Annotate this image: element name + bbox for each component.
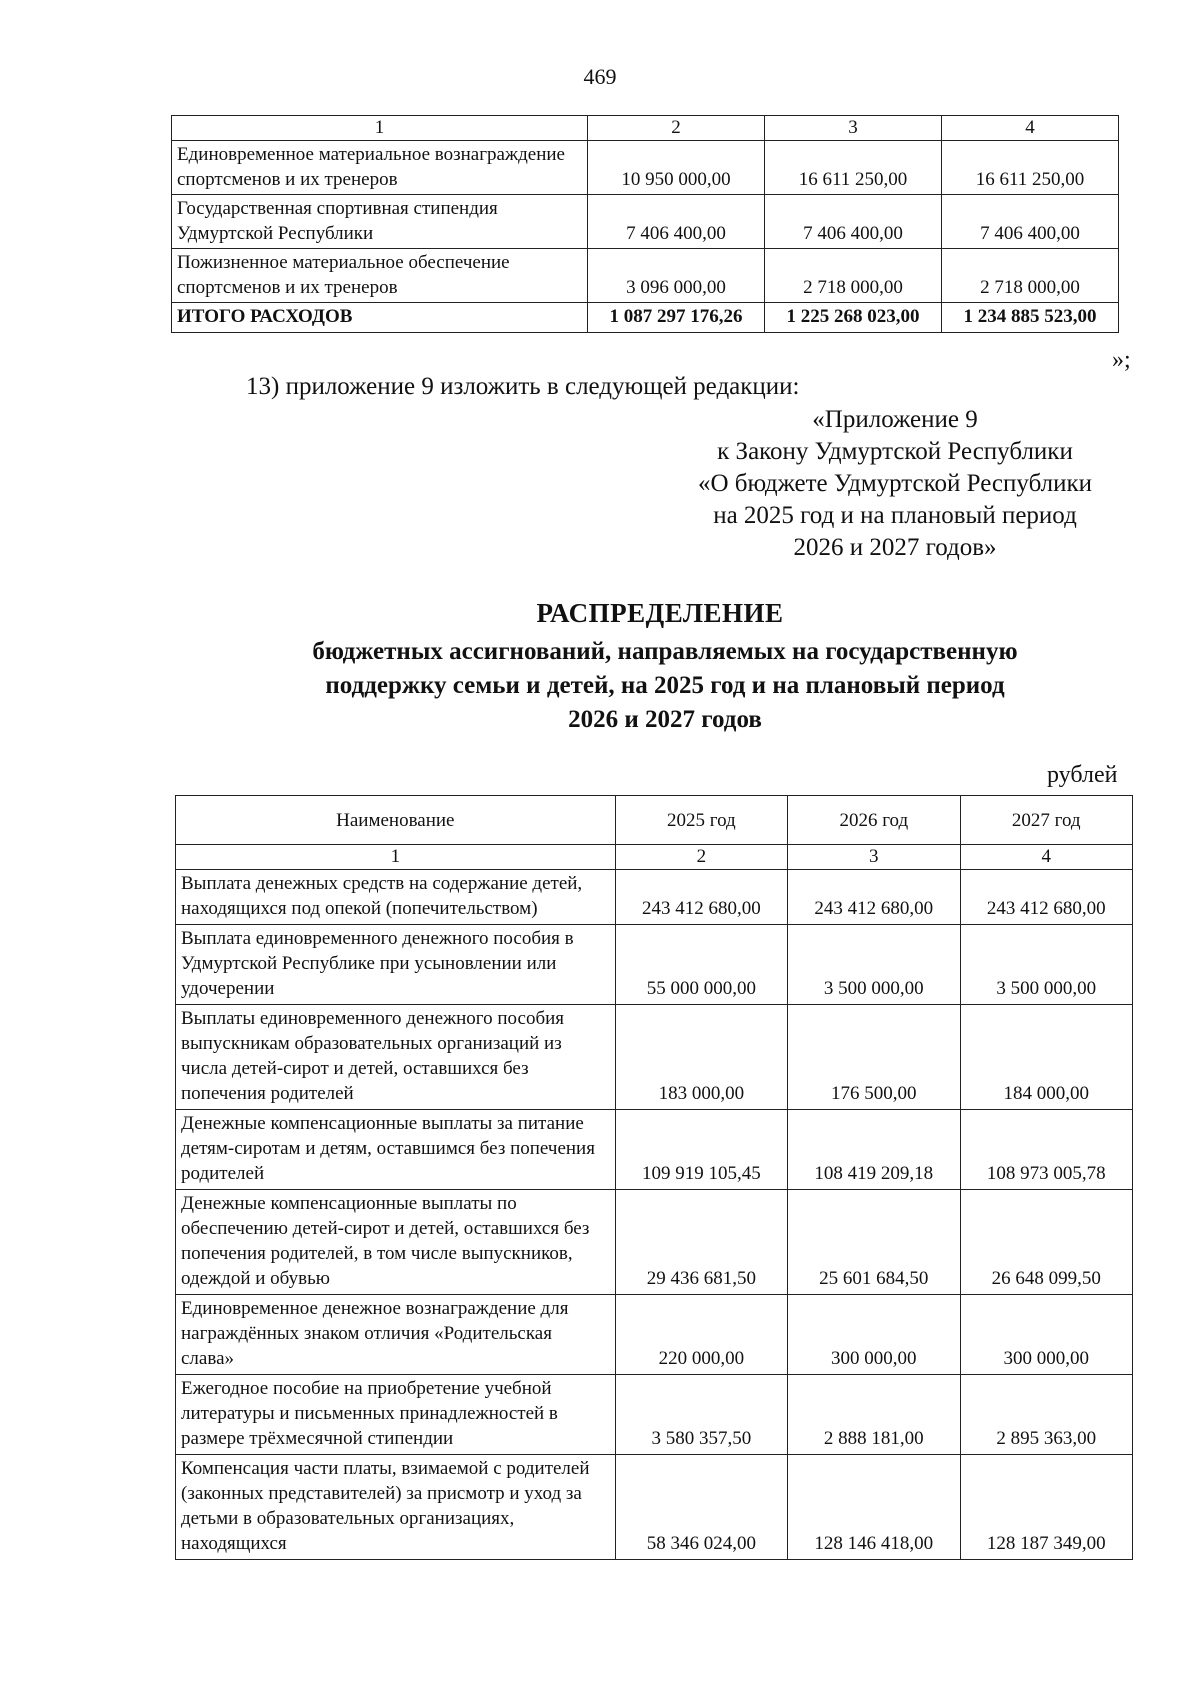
total-2025: 1 087 297 176,26 [588, 303, 765, 333]
column-index: 4 [960, 845, 1132, 870]
value-2025: 183 000,00 [615, 1005, 787, 1110]
appendix-line: «О бюджете Удмуртской Республики [697, 470, 1093, 497]
total-2026: 1 225 268 023,00 [765, 303, 942, 333]
row-name: Выплата денежных средств на содержание детей, находящихся под опекой (попечительством) [176, 870, 616, 925]
total-label: ИТОГО РАСХОДОВ [172, 303, 588, 333]
amendment-instruction: 13) приложение 9 изложить в следующей редакции: [246, 373, 800, 400]
subtitle-line: поддержку семьи и детей, на 2025 год и на плановый период [325, 672, 1005, 699]
row-name: Пожизненное материальное обеспечение спортсменов и их тренеров [172, 249, 588, 303]
subtitle-line: бюджетных ассигнований, направляемых на государственную [312, 638, 1018, 665]
appendix-line: 2026 и 2027 годов» [793, 534, 997, 561]
value-2027: 7 406 400,00 [942, 195, 1119, 249]
value-2027: 2 895 363,00 [960, 1375, 1132, 1455]
column-header-2025: 2025 год [615, 796, 787, 845]
table-row [176, 1110, 1133, 1190]
value-2025: 3 580 357,50 [615, 1375, 787, 1455]
appendix-caption [660, 404, 1130, 564]
value-2027: 2 718 000,00 [942, 249, 1119, 303]
table-row [172, 195, 1119, 249]
value-2026: 128 146 418,00 [788, 1455, 960, 1560]
value-2027: 243 412 680,00 [960, 870, 1132, 925]
table-row [172, 141, 1119, 195]
unit-label: рублей [1047, 762, 1118, 788]
closing-quote: »; [1112, 347, 1131, 373]
column-header-2027: 2027 год [960, 796, 1132, 845]
row-name: Единовременное денежное вознаграждение для награждённых знаком отличия «Родительская слава» [176, 1295, 616, 1375]
column-index: 4 [942, 116, 1119, 141]
appendix-line: на 2025 год и на плановый период [713, 502, 1077, 529]
value-2026: 243 412 680,00 [788, 870, 960, 925]
table-row [172, 249, 1119, 303]
column-header-name: Наименование [176, 796, 616, 845]
subtitle-line: 2026 и 2027 годов [568, 706, 762, 733]
row-name: Компенсация части платы, взимаемой с родителей (законных представителей) за присмотр и уход за детьми в образовательных организациях, находящихся [176, 1455, 616, 1560]
column-index: 2 [615, 845, 787, 870]
page-number: 469 [583, 64, 617, 89]
value-2026: 300 000,00 [788, 1295, 960, 1375]
row-name: Денежные компенсационные выплаты по обеспечению детей-сирот и детей, оставшихся без попечения родителей, в том числе выпускников, одеждой и обувью [176, 1190, 616, 1295]
value-2027: 26 648 099,50 [960, 1190, 1132, 1295]
row-name: Выплаты единовременного денежного пособия выпускникам образовательных организаций из числа детей-сирот и детей, оставшихся без попечения родителей [176, 1005, 616, 1110]
value-2027: 300 000,00 [960, 1295, 1132, 1375]
value-2026: 25 601 684,50 [788, 1190, 960, 1295]
value-2025: 109 919 105,45 [615, 1110, 787, 1190]
family-support-table [175, 795, 1133, 1560]
value-2026: 108 419 209,18 [788, 1110, 960, 1190]
value-2027: 128 187 349,00 [960, 1455, 1132, 1560]
sports-expenses-table [171, 115, 1119, 333]
total-2027: 1 234 885 523,00 [942, 303, 1119, 333]
value-2026: 176 500,00 [788, 1005, 960, 1110]
value-2025: 55 000 000,00 [615, 925, 787, 1005]
column-index: 2 [588, 116, 765, 141]
value-2025: 220 000,00 [615, 1295, 787, 1375]
table-row [176, 1190, 1133, 1295]
table-row [176, 1375, 1133, 1455]
value-2026: 2 888 181,00 [788, 1375, 960, 1455]
value-2027: 108 973 005,78 [960, 1110, 1132, 1190]
column-index: 1 [172, 116, 588, 141]
column-index: 1 [176, 845, 616, 870]
column-index: 3 [788, 845, 960, 870]
appendix-line: «Приложение 9 [812, 406, 978, 433]
value-2025: 3 096 000,00 [588, 249, 765, 303]
value-2027: 184 000,00 [960, 1005, 1132, 1110]
document-title: РАСПРЕДЕЛЕНИЕ [536, 598, 784, 628]
row-name: Государственная спортивная стипендия Удмуртской Республики [172, 195, 588, 249]
value-2025: 29 436 681,50 [615, 1190, 787, 1295]
row-name: Выплата единовременного денежного пособия в Удмуртской Республике при усыновлении или удочерении [176, 925, 616, 1005]
table-row [176, 1295, 1133, 1375]
row-name: Единовременное материальное вознаграждение спортсменов и их тренеров [172, 141, 588, 195]
value-2025: 10 950 000,00 [588, 141, 765, 195]
row-name: Денежные компенсационные выплаты за питание детям-сиротам и детям, оставшимся без попечения родителей [176, 1110, 616, 1190]
value-2026: 2 718 000,00 [765, 249, 942, 303]
value-2026: 16 611 250,00 [765, 141, 942, 195]
table-row [176, 925, 1133, 1005]
value-2027: 16 611 250,00 [942, 141, 1119, 195]
value-2025: 7 406 400,00 [588, 195, 765, 249]
total-row [172, 303, 1119, 333]
value-2027: 3 500 000,00 [960, 925, 1132, 1005]
column-index-row [176, 845, 1133, 870]
value-2026: 7 406 400,00 [765, 195, 942, 249]
row-name: Ежегодное пособие на приобретение учебной литературы и письменных принадлежностей в размере трёхмесячной стипендии [176, 1375, 616, 1455]
column-header-2026: 2026 год [788, 796, 960, 845]
table-header-row [176, 796, 1133, 845]
table-row [176, 1455, 1133, 1560]
table-header-row [172, 116, 1119, 141]
value-2025: 243 412 680,00 [615, 870, 787, 925]
appendix-line: к Закону Удмуртской Республики [717, 438, 1073, 465]
value-2025: 58 346 024,00 [615, 1455, 787, 1560]
document-subtitle [200, 635, 1130, 737]
column-index: 3 [765, 116, 942, 141]
value-2026: 3 500 000,00 [788, 925, 960, 1005]
table-row [176, 1005, 1133, 1110]
table-row [176, 870, 1133, 925]
